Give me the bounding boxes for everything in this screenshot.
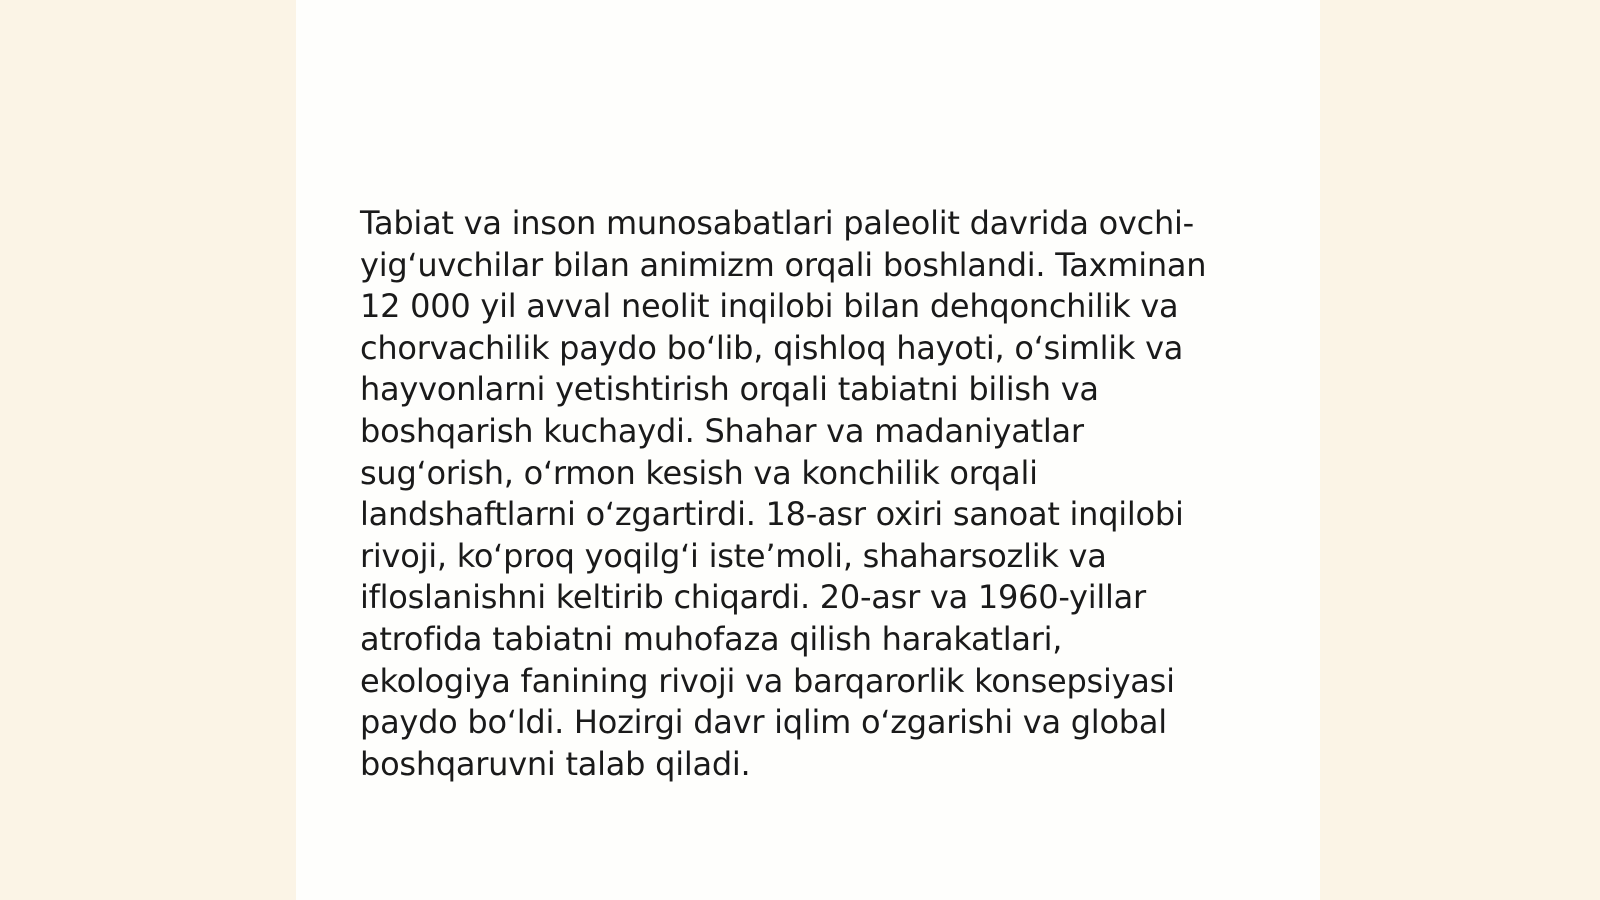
paragraph-line: rivoji, ko‘proq yoqilg‘i iste’moli, shaharsozlik va	[360, 536, 1107, 575]
body-paragraph	[360, 203, 1260, 785]
paragraph-line: Tabiat va inson munosabatlari paleolit davrida ovchi-	[360, 204, 1194, 242]
paragraph-line: chorvachilik paydo bo‘lib, qishloq hayoti, o‘simlik va	[360, 328, 1184, 367]
paragraph-line: landshaftlarni o‘zgartirdi. 18-asr oxiri sanoat inqilobi	[360, 495, 1184, 534]
text-block	[360, 203, 1260, 785]
slide-page	[296, 0, 1320, 900]
paragraph-line: boshqaruvni talab qiladi.	[360, 744, 751, 783]
paragraph-line: hayvonlarni yetishtirish orqali tabiatni bilish va	[360, 370, 1099, 409]
paragraph-line: ekologiya fanining rivoji va barqarorlik konsepsiyasi	[360, 661, 1175, 700]
paragraph-line: atrofida tabiatni muhofaza qilish harakatlari,	[360, 619, 1063, 658]
paragraph-line: paydo bo‘ldi. Hozirgi davr iqlim o‘zgarishi va global	[360, 703, 1167, 742]
paragraph-line: ifloslanishni keltirib chiqardi. 20-asr va 1960-yillar	[360, 578, 1146, 617]
paragraph-line: boshqarish kuchaydi. Shahar va madaniyatlar	[360, 411, 1084, 450]
paragraph-line: sug‘orish, o‘rmon kesish va konchilik orqali	[360, 453, 1038, 492]
paragraph-line: yig‘uvchilar bilan animizm orqali boshlandi. Taxminan	[360, 245, 1207, 284]
paragraph-line: 12 000 yil avval neolit inqilobi bilan dehqonchilik va	[360, 287, 1179, 326]
